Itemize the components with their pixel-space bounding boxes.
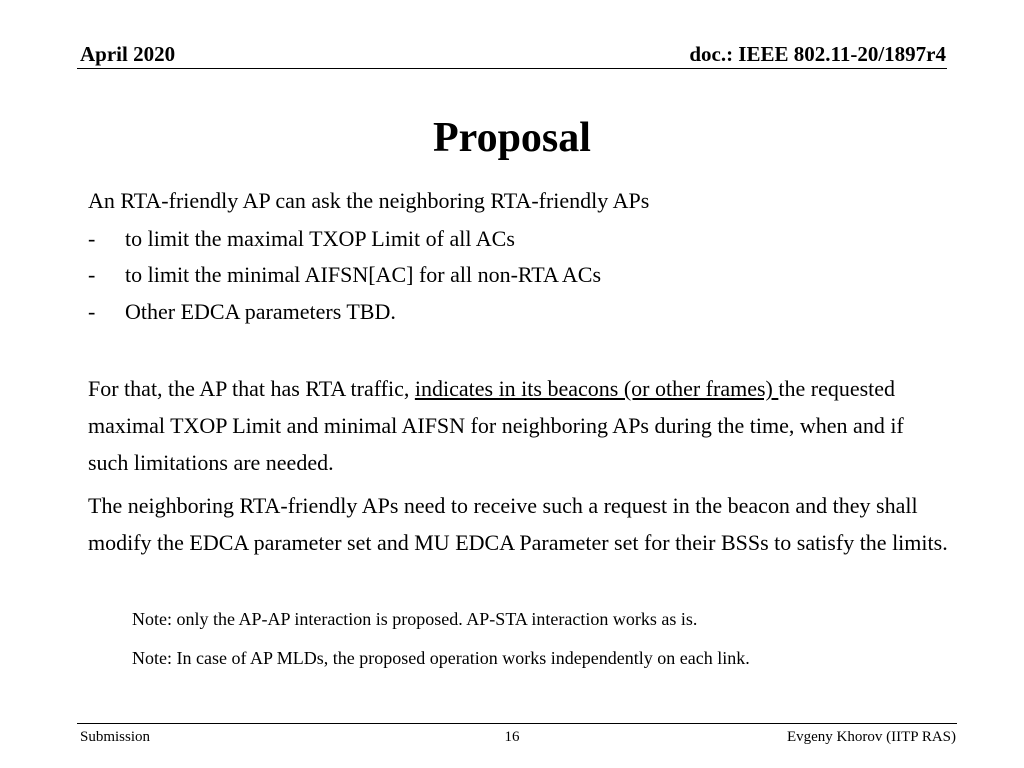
para1-tail: the requested maximal TXOP Limit and minimal AIFSN for neighboring APs during the time, when and if such limitations are needed. [88,376,904,475]
footer-divider [77,723,957,724]
bullet-dash: - [88,299,96,324]
header-divider [77,68,947,69]
intro-text: An RTA-friendly AP can ask the neighboring RTA-friendly APs [88,188,650,213]
header-doc-id: doc.: IEEE 802.11-20/1897r4 [689,42,946,66]
bullet-text: to limit the minimal AIFSN[AC] for all non-RTA ACs [125,262,602,287]
bullet-text: to limit the maximal TXOP Limit of all ACs [125,226,515,251]
footer-submission: Submission [80,729,151,745]
slide-title: Proposal [433,115,591,161]
bullet-dash: - [88,226,96,251]
para1-lead: For that, the AP that has RTA traffic, [88,376,415,401]
paragraph-neighboring-aps: The neighboring RTA-friendly APs need to receive such a request in the beacon and they shall modify the EDCA parameter set and MU EDCA Parameter set for their BSSs to satisfy the limits. [88,493,948,555]
para1-underlined: indicates in its beacons (or other frames) [414,376,779,401]
footer-author: Evgeny Khorov (IITP RAS) [786,729,956,745]
note-ap-mld: Note: In case of AP MLDs, the proposed operation works independently on each link. [132,648,750,668]
note-ap-ap: Note: only the AP-AP interaction is proposed. AP-STA interaction works as is. [132,609,698,629]
header-date: April 2020 [80,42,176,66]
footer-page-number: 16 [504,729,520,745]
bullet-text: Other EDCA parameters TBD. [125,299,396,324]
bullet-dash: - [88,262,96,287]
paragraph-rta-traffic [88,370,948,481]
